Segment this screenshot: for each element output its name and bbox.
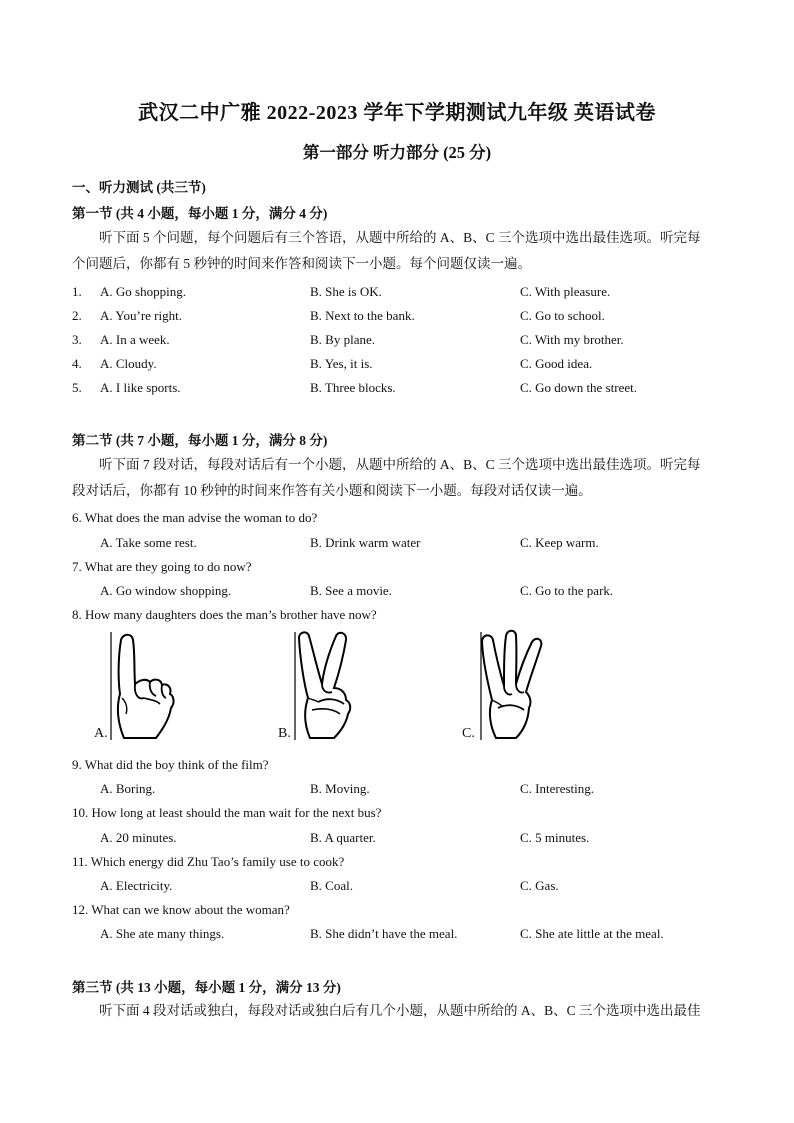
question-row-3 bbox=[72, 332, 732, 352]
question-row-1 bbox=[72, 284, 732, 304]
exam-title: 武汉二中广雅 2022-2023 学年下学期测试九年级 英语试卷 bbox=[138, 102, 656, 124]
question-6: 6. What does the man advise the woman to do? bbox=[72, 510, 318, 525]
section2-instr-line2: 段对话后，你都有 10 秒钟的时间来作答有关小题和阅读下一小题。每段对话仅读一遍。 bbox=[72, 483, 592, 498]
option-b: B. By plane. bbox=[310, 332, 375, 347]
hand-one-finger-image bbox=[104, 628, 184, 748]
option-a: A. Electricity. bbox=[100, 878, 173, 893]
section2-heading: 第二节 (共 7 小题，每小题 1 分，满分 8 分) bbox=[72, 433, 328, 448]
option-c: C. Go down the street. bbox=[520, 380, 637, 395]
option-a: A. Go shopping. bbox=[100, 284, 186, 299]
section1-instr-line2: 个问题后，你都有 5 秒钟的时间来作答和阅读下一小题。每个问题仅读一遍。 bbox=[72, 256, 531, 271]
option-b-label: B. bbox=[278, 726, 291, 741]
option-c: C. She ate little at the meal. bbox=[520, 926, 664, 941]
option-c: C. Go to the park. bbox=[520, 583, 614, 598]
option-c: C. Gas. bbox=[520, 878, 559, 893]
section3-heading: 第三节 (共 13 小题，每小题 1 分，满分 13 分) bbox=[72, 980, 341, 995]
section1-instructions bbox=[72, 225, 722, 277]
hand-two-fingers-image bbox=[288, 628, 368, 748]
option-a: A. You’re right. bbox=[100, 308, 182, 323]
part-title: 第一部分 听力部分 (25 分) bbox=[302, 143, 492, 162]
option-a-label: A. bbox=[94, 726, 108, 741]
question-row-2 bbox=[72, 308, 732, 328]
section2-instr-line1: 听下面 7 段对话，每段对话后有一个小题，从题中所给的 A、B、C 三个选项中选出最佳选项。听完每 bbox=[99, 457, 701, 472]
option-a: A. Cloudy. bbox=[100, 356, 157, 371]
option-b: B. Three blocks. bbox=[310, 380, 396, 395]
option-c: C. With pleasure. bbox=[520, 284, 611, 299]
part1-heading: 一、听力测试 (共三节) bbox=[72, 180, 206, 195]
option-b: B. Yes, it is. bbox=[310, 356, 373, 371]
option-b: B. A quarter. bbox=[310, 830, 376, 845]
option-b: B. She didn’t have the meal. bbox=[310, 926, 458, 941]
hand-three-fingers-image bbox=[474, 628, 554, 748]
question-10-options bbox=[72, 830, 732, 850]
question-12-options bbox=[72, 926, 732, 946]
question-12: 12. What can we know about the woman? bbox=[72, 902, 290, 917]
option-c: C. With my brother. bbox=[520, 332, 624, 347]
option-b: B. Next to the bank. bbox=[310, 308, 415, 323]
question-number: 1. bbox=[72, 284, 82, 299]
question-8: 8. How many daughters does the man’s brother have now? bbox=[72, 607, 377, 622]
question-6-options bbox=[72, 535, 732, 555]
option-c: C. 5 minutes. bbox=[520, 830, 590, 845]
question-11-options bbox=[72, 878, 732, 898]
option-a: A. Go window shopping. bbox=[100, 583, 232, 598]
section2-instructions bbox=[72, 452, 722, 504]
option-c: C. Keep warm. bbox=[520, 535, 599, 550]
option-a: A. Boring. bbox=[100, 781, 156, 796]
option-c: C. Go to school. bbox=[520, 308, 605, 323]
question-row-4 bbox=[72, 356, 732, 376]
section3-instr-line1: 听下面 4 段对话或独白，每段对话或独白后有几个小题，从题中所给的 A、B、C 三个选项中选出最佳 bbox=[99, 1003, 701, 1018]
question-7: 7. What are they going to do now? bbox=[72, 559, 252, 574]
option-c: C. Good idea. bbox=[520, 356, 593, 371]
question-row-5 bbox=[72, 380, 732, 400]
question-11: 11. Which energy did Zhu Tao’s family use to cook? bbox=[72, 854, 345, 869]
option-a: A. I like sports. bbox=[100, 380, 181, 395]
question-7-options bbox=[72, 583, 732, 603]
section3-instructions bbox=[72, 998, 722, 1024]
option-b: B. Coal. bbox=[310, 878, 353, 893]
option-a: A. 20 minutes. bbox=[100, 830, 177, 845]
question-number: 5. bbox=[72, 380, 82, 395]
option-b: B. She is OK. bbox=[310, 284, 382, 299]
option-a: A. In a week. bbox=[100, 332, 170, 347]
section1-heading: 第一节 (共 4 小题，每小题 1 分，满分 4 分) bbox=[72, 206, 328, 221]
option-b: B. Moving. bbox=[310, 781, 370, 796]
question-10: 10. How long at least should the man wait for the next bus? bbox=[72, 805, 382, 820]
option-a: A. She ate many things. bbox=[100, 926, 225, 941]
option-c-label: C. bbox=[462, 726, 475, 741]
option-a: A. Take some rest. bbox=[100, 535, 197, 550]
question-number: 3. bbox=[72, 332, 82, 347]
question-number: 4. bbox=[72, 356, 82, 371]
question-number: 2. bbox=[72, 308, 82, 323]
question-9: 9. What did the boy think of the film? bbox=[72, 757, 269, 772]
section1-instr-line1: 听下面 5 个问题，每个问题后有三个答语，从题中所给的 A、B、C 三个选项中选出最佳选项。听完每 bbox=[99, 230, 701, 245]
question-9-options bbox=[72, 781, 732, 801]
option-b: B. Drink warm water bbox=[310, 535, 421, 550]
option-b: B. See a movie. bbox=[310, 583, 392, 598]
option-c: C. Interesting. bbox=[520, 781, 595, 796]
